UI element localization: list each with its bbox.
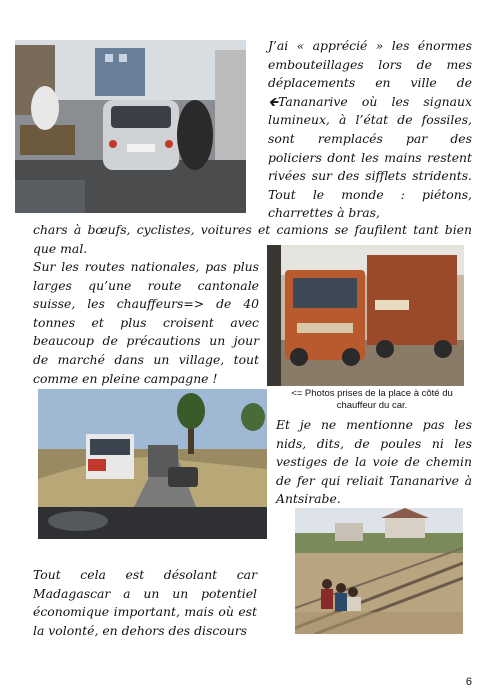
photo-caption: <= Photos prises de la place à côté du chauffeur du car. xyxy=(291,388,453,411)
photo-trucks xyxy=(267,245,464,386)
paragraph-economic-potential: Tout cela est désolant car Madagascar a un un potentiel économique important, mais où est la volonté, en dehors des discours xyxy=(33,567,257,638)
photo-city-traffic xyxy=(15,40,246,213)
paragraph-potholes: Et je ne mentionne pas les nids, dits, de poules ni les vestiges de la voie de chemin de fer qui reliait Tananarive à Antsirabe. xyxy=(276,417,472,507)
paragraph-national-roads: Sur les routes nationales, pas plus larges qu’une route cantonale suisse, les chauffeurs=> de 40 tonnes et plus croisent avec beaucoup de précautions un jour de marché dans un village, tout comme en pleine campagne ! xyxy=(33,259,259,386)
photo-country-road xyxy=(38,389,267,539)
paragraph-traffic-continued: chars à bœufs, cyclistes, voitures et camions se faufilent tant bien que mal. xyxy=(33,222,472,256)
paragraph-traffic: J’ai « apprécié » les énormes embouteillages lors de mes déplacements en ville de 🡸Tananarive où les signaux lumineux, à l’état de fossiles, sont remplacés par des policiers dont les mains restent rivées sur des sifflets stridents. Tout le monde : piétons, charrettes à bras, xyxy=(268,38,472,221)
photo-railway xyxy=(295,508,463,634)
page-number: 6 xyxy=(465,676,472,688)
